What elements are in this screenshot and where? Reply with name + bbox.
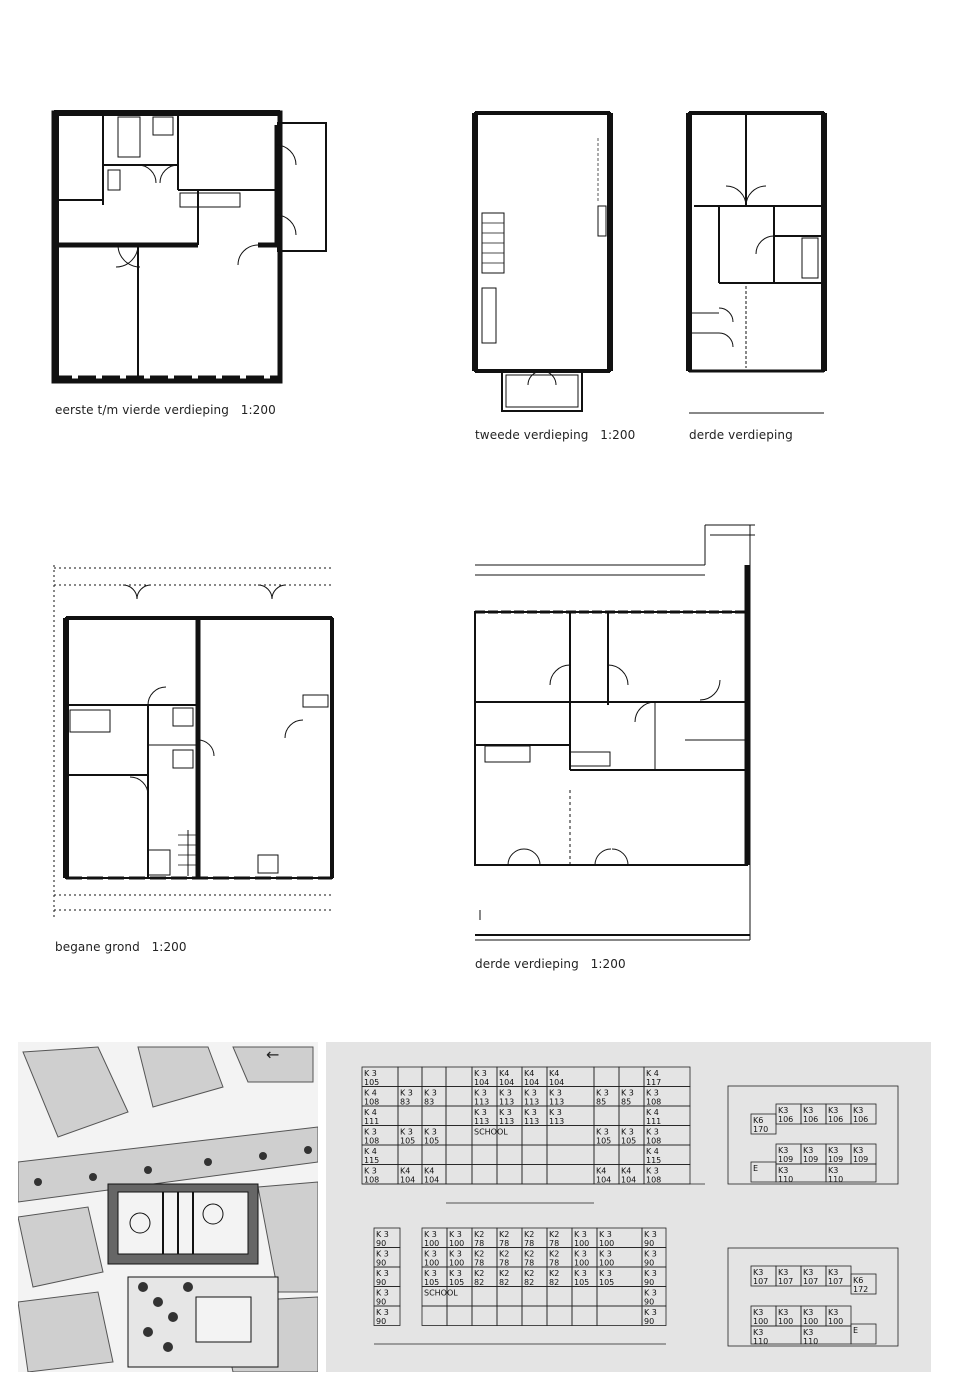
unit-type-label: K 3	[621, 1127, 634, 1137]
unit-type-label: K 4	[364, 1088, 377, 1098]
unit-type-label: K 3	[644, 1249, 657, 1259]
unit-type-label: K 3	[364, 1166, 377, 1176]
unit-type-label: K 3	[596, 1127, 609, 1137]
unit-area-label: 113	[474, 1117, 490, 1126]
unit-area-label: 104	[621, 1175, 637, 1185]
unit-type-label: E	[753, 1164, 759, 1173]
unit-area-label: 90	[376, 1297, 387, 1307]
unit-area-label: 105	[599, 1278, 615, 1287]
unit-type-label: K3	[853, 1146, 864, 1155]
caption-plan-third-large: derde verdieping 1:200	[475, 957, 626, 971]
unit-type-label: K2	[524, 1269, 535, 1278]
unit-area-label: 104	[474, 1078, 490, 1087]
unit-type-label: K3	[828, 1268, 839, 1277]
unit-type-label: K 3	[449, 1249, 462, 1259]
unit-area-label: 100	[599, 1239, 615, 1248]
unit-area-label: 100	[574, 1258, 590, 1268]
unit-area-label: 113	[549, 1097, 565, 1107]
unit-area-label: 85	[621, 1097, 632, 1107]
unit-area-label: 107	[778, 1277, 794, 1286]
unit-type-label: K3	[828, 1166, 839, 1175]
unit-area-label: 105	[449, 1278, 465, 1287]
unit-area-label: 78	[474, 1258, 485, 1268]
unit-type-label: K4	[524, 1069, 535, 1078]
unit-area-label: 90	[644, 1258, 655, 1268]
unit-type-label: K 4	[646, 1069, 659, 1078]
caption-plan-third-small: derde verdieping	[689, 428, 793, 442]
unit-type-label: K3	[778, 1268, 789, 1277]
unit-type-label: K 3	[424, 1088, 437, 1098]
unit-area-label: 104	[400, 1175, 416, 1185]
unit-area-label: 107	[828, 1277, 844, 1286]
unit-type-label: K 3	[646, 1088, 659, 1098]
unit-area-label: 90	[376, 1317, 387, 1326]
floor-plan-second	[470, 108, 620, 420]
unit-area-label: 110	[753, 1337, 769, 1346]
unit-area-label: 108	[646, 1097, 662, 1107]
unit-type-label: K4	[499, 1069, 510, 1078]
unit-type-label: K 3	[364, 1127, 377, 1137]
unit-area-label: 90	[376, 1258, 387, 1268]
unit-type-label: K 3	[474, 1108, 487, 1117]
unit-area-label: 78	[474, 1239, 485, 1248]
unit-area-label: 100	[753, 1317, 769, 1326]
unit-type-label: K4	[621, 1166, 632, 1176]
unit-area-label: 105	[574, 1278, 590, 1287]
unit-table-bottom-right	[726, 1246, 901, 1348]
unit-area-label: 108	[646, 1136, 662, 1146]
unit-area-label: 90	[376, 1278, 387, 1287]
unit-type-label: K2	[499, 1269, 510, 1278]
unit-type-label: K 3	[524, 1088, 537, 1098]
unit-type-label: K2	[524, 1249, 535, 1259]
unit-area-label: 104	[499, 1078, 515, 1087]
unit-type-label: K 3	[644, 1230, 657, 1239]
unit-type-label: K6	[753, 1116, 764, 1125]
unit-type-label: K 3	[599, 1269, 612, 1278]
unit-area-label: 117	[646, 1078, 662, 1087]
unit-area-label: 100	[449, 1258, 465, 1268]
unit-area-label: 109	[778, 1155, 794, 1164]
unit-area-label: 107	[753, 1277, 769, 1286]
unit-area-label: 109	[828, 1155, 844, 1164]
unit-table-top-right	[726, 1084, 901, 1186]
unit-type-label: K 3	[644, 1288, 657, 1298]
unit-area-label: 105	[424, 1136, 440, 1146]
unit-type-label: SCHOOL	[474, 1127, 508, 1137]
unit-area-label: 83	[400, 1097, 411, 1107]
unit-area-label: 90	[644, 1297, 655, 1307]
site-plan	[18, 1042, 318, 1372]
unit-type-label: K 3	[621, 1088, 634, 1098]
unit-area-label: 106	[828, 1115, 844, 1124]
unit-type-label: K2	[524, 1230, 535, 1239]
unit-area-label: 107	[803, 1277, 819, 1286]
unit-type-label: K3	[853, 1106, 864, 1115]
arrow-left-icon: ←	[266, 1045, 280, 1064]
floor-plan-ground	[48, 560, 340, 925]
unit-type-label: K 3	[376, 1288, 389, 1298]
caption-plan-ground: begane grond 1:200	[55, 940, 187, 954]
unit-type-label: K 3	[376, 1249, 389, 1259]
unit-area-label: 104	[424, 1175, 440, 1185]
unit-area-label: 78	[549, 1258, 560, 1268]
unit-type-label: K 3	[646, 1127, 659, 1137]
unit-area-label: 108	[364, 1097, 380, 1107]
unit-type-label: K 3	[424, 1230, 437, 1239]
unit-type-label: K 3	[376, 1308, 389, 1317]
unit-area-label: 90	[644, 1239, 655, 1248]
unit-type-label: K2	[549, 1230, 560, 1239]
unit-type-label: K3	[778, 1166, 789, 1175]
unit-area-label: 113	[524, 1097, 540, 1107]
unit-type-label: K3	[803, 1308, 814, 1317]
unit-area-label: 78	[499, 1239, 510, 1248]
unit-area-label: 105	[400, 1136, 416, 1146]
unit-type-label: K2	[474, 1249, 485, 1259]
floor-plan-third-small	[684, 108, 834, 420]
unit-area-label: 109	[853, 1155, 869, 1164]
unit-area-label: 170	[753, 1125, 769, 1134]
unit-type-label: K 3	[644, 1269, 657, 1278]
unit-area-label: 113	[524, 1117, 540, 1126]
unit-type-label: K 3	[524, 1108, 537, 1117]
unit-type-label: K3	[753, 1268, 764, 1277]
unit-type-label: K 3	[599, 1249, 612, 1259]
unit-area-label: 90	[376, 1239, 387, 1248]
unit-type-label: K 3	[646, 1166, 659, 1176]
unit-area-label: 106	[803, 1115, 819, 1124]
unit-area-label: 78	[524, 1239, 535, 1248]
unit-type-label: K2	[549, 1269, 560, 1278]
unit-type-label: K 3	[376, 1269, 389, 1278]
unit-type-label: K4	[400, 1166, 411, 1176]
unit-area-label: 100	[828, 1317, 844, 1326]
unit-type-label: K 3	[424, 1249, 437, 1259]
unit-type-label: K6	[853, 1276, 864, 1285]
unit-area-label: 90	[644, 1278, 655, 1287]
unit-area-label: 111	[364, 1117, 380, 1126]
unit-type-label: K3	[778, 1308, 789, 1317]
unit-type-label: K3	[803, 1328, 814, 1337]
unit-area-label: 111	[646, 1117, 662, 1126]
unit-type-label: K3	[828, 1146, 839, 1155]
unit-type-label: K2	[499, 1249, 510, 1259]
unit-area-label: 105	[424, 1278, 440, 1287]
unit-area-label: 115	[646, 1156, 662, 1165]
unit-area-label: 109	[803, 1155, 819, 1164]
unit-area-label: 100	[424, 1258, 440, 1268]
unit-area-label: 105	[621, 1136, 637, 1146]
unit-type-label: K 3	[596, 1088, 609, 1098]
unit-area-label: 85	[596, 1097, 607, 1107]
unit-type-label: K 3	[474, 1069, 487, 1078]
unit-type-label: K 3	[574, 1269, 587, 1278]
unit-area-label: 90	[644, 1317, 655, 1326]
unit-type-label: K3	[753, 1328, 764, 1337]
unit-area-label: 106	[778, 1115, 794, 1124]
unit-area-label: 104	[549, 1078, 565, 1087]
unit-type-label: K 4	[364, 1108, 377, 1117]
unit-type-label: K 4	[364, 1147, 377, 1156]
unit-area-label: 100	[574, 1239, 590, 1248]
unit-type-label: K4	[549, 1069, 560, 1078]
unit-type-label: K2	[499, 1230, 510, 1239]
unit-area-label: 113	[474, 1097, 490, 1107]
unit-type-label: K2	[474, 1230, 485, 1239]
unit-type-label: K 3	[499, 1108, 512, 1117]
unit-type-label: K3	[828, 1106, 839, 1115]
unit-type-label: K3	[828, 1308, 839, 1317]
unit-type-label: K 3	[599, 1230, 612, 1239]
unit-type-label: K3	[803, 1106, 814, 1115]
unit-table-bottom-left	[372, 1226, 672, 1346]
unit-area-label: 78	[499, 1258, 510, 1268]
unit-type-label: K 3	[449, 1269, 462, 1278]
unit-type-label: K 3	[499, 1088, 512, 1098]
unit-area-label: 108	[364, 1175, 380, 1185]
unit-area-label: 110	[828, 1175, 844, 1184]
unit-type-label: K3	[778, 1146, 789, 1155]
unit-area-label: 100	[778, 1317, 794, 1326]
unit-area-label: 82	[549, 1278, 560, 1287]
floor-plan-first-to-fourth	[48, 105, 338, 390]
unit-type-label: K 4	[646, 1147, 659, 1156]
floor-plan-third-large	[470, 520, 760, 950]
unit-area-label: 105	[596, 1136, 612, 1146]
unit-type-label: K 4	[646, 1108, 659, 1117]
unit-type-label: K4	[424, 1166, 435, 1176]
unit-type-label: K2	[474, 1269, 485, 1278]
unit-type-label: K 3	[549, 1108, 562, 1117]
unit-type-label: K 3	[424, 1269, 437, 1278]
unit-type-label: K4	[596, 1166, 607, 1176]
unit-type-label: K 3	[424, 1127, 437, 1137]
unit-type-label: K 3	[549, 1088, 562, 1098]
unit-type-label: K 3	[574, 1230, 587, 1239]
unit-area-label: 110	[778, 1175, 794, 1184]
unit-type-label: E	[853, 1326, 859, 1335]
unit-area-label: 113	[499, 1117, 515, 1126]
unit-area-label: 83	[424, 1097, 435, 1107]
unit-type-label: K 3	[400, 1127, 413, 1137]
unit-area-label: 100	[599, 1258, 615, 1268]
unit-area-label: 82	[474, 1278, 485, 1287]
unit-type-label: SCHOOL	[424, 1288, 458, 1298]
unit-area-label: 106	[853, 1115, 869, 1124]
unit-type-label: K2	[549, 1249, 560, 1259]
unit-area-label: 113	[549, 1117, 565, 1126]
unit-area-label: 82	[499, 1278, 510, 1287]
unit-type-label: K3	[753, 1308, 764, 1317]
unit-area-label: 108	[646, 1175, 662, 1185]
unit-type-label: K3	[778, 1106, 789, 1115]
unit-area-label: 100	[449, 1239, 465, 1248]
unit-area-label: 115	[364, 1156, 380, 1165]
unit-type-label: K3	[803, 1146, 814, 1155]
unit-area-label: 172	[853, 1285, 869, 1294]
unit-area-label: 100	[803, 1317, 819, 1326]
unit-type-label: K3	[803, 1268, 814, 1277]
caption-plan-first-to-fourth: eerste t/m vierde verdieping 1:200	[55, 403, 276, 417]
unit-type-label: K 3	[449, 1230, 462, 1239]
unit-area-label: 110	[803, 1337, 819, 1346]
unit-area-label: 82	[524, 1278, 535, 1287]
unit-area-label: 78	[549, 1239, 560, 1248]
unit-type-label: K 3	[574, 1249, 587, 1259]
unit-area-label: 104	[596, 1175, 612, 1185]
unit-area-label: 78	[524, 1258, 535, 1268]
unit-table-top-left	[360, 1065, 705, 1205]
unit-area-label: 105	[364, 1078, 380, 1087]
unit-type-label: K 3	[376, 1230, 389, 1239]
unit-type-label: K 3	[400, 1088, 413, 1098]
unit-type-label: K 3	[474, 1088, 487, 1098]
unit-area-label: 104	[524, 1078, 540, 1087]
unit-area-label: 108	[364, 1136, 380, 1146]
unit-type-label: K 3	[644, 1308, 657, 1317]
unit-area-label: 113	[499, 1097, 515, 1107]
unit-area-label: 100	[424, 1239, 440, 1248]
caption-plan-second: tweede verdieping 1:200	[475, 428, 636, 442]
unit-type-label: K 3	[364, 1069, 377, 1078]
